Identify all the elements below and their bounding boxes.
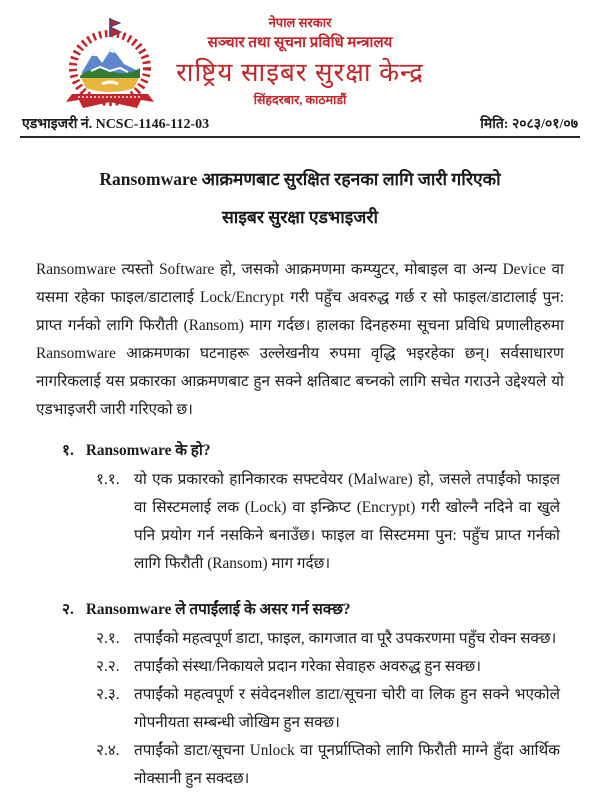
list-item <box>36 737 564 793</box>
section-heading-text: Ransomware ले तपाईंलाई के असर गर्न सक्छ? <box>85 601 351 618</box>
intro-paragraph: Ransomware त्यस्तो Software हो, जसको आक्रमणमा कम्प्युटर, मोबाइल वा अन्य Device वा यसमा रहेका फाइल/डाटालाई Lock/Encrypt गरी पहुँच अवरुद्ध गर्छ र सो फाइल/डाटालाई पुन: प्राप्त गर्नको लागि फिरौती (Ransom) माग गर्दछ। हालका दिनहरुमा सूचना प्रविधि प्रणालीहरुमा Ransomware आक्रमणका घटनाहरू उल्लेखनीय रुपमा वृद्धि भइरहेका छन्। सर्वसाधारण नागरिकलाई यस प्रकारका आक्रमणबाट हुन सक्ने क्षतिबाट बच्नको लागि सचेत गराउने उद्देश्यले यो एडभाइजरी जारी गरिएको छ। <box>36 261 564 418</box>
section-1 <box>36 437 564 578</box>
item-text: तपाईंको महत्वपूर्ण डाटा, फाइल, कागजात वा पूरै उपकरणमा पहुँच रोक्न सक्छ। <box>134 630 557 647</box>
section-number: १. <box>62 442 74 459</box>
item-number: २.३. <box>96 686 120 703</box>
item-text: तपाईंको संस्था/निकायले प्रदान गरेका सेवाहरु अवरुद्ध हुन सक्छ। <box>134 658 482 675</box>
item-number: २.२. <box>96 658 120 675</box>
list-item <box>36 681 564 737</box>
list-item <box>36 625 564 653</box>
header-divider <box>20 136 580 138</box>
document-title <box>0 160 600 236</box>
section-heading-text: Ransomware के हो? <box>85 442 211 459</box>
header-government: नेपाल सरकार <box>268 15 332 30</box>
header-address: सिंहदरबार, काठमाडौं <box>253 93 347 107</box>
list-item <box>36 653 564 681</box>
item-number: २.४. <box>96 742 120 759</box>
meta-row <box>0 114 600 133</box>
item-text: यो एक प्रकारको हानिकारक सफ्टवेयर (Malware) हो, जसले तपाईंको फाइल वा सिस्टमलाई लक (Lock) वा इन्क्रिप्ट (Encrypt) गरी खोल्नै नदिने वा खुले पनि प्रयोग गर्न नसकिने बनाउँछ। फाइल वा सिस्टममा पुन: पहुँच प्राप्त गर्नको लागि फिरौती (Ransom) माग गर्दछ। <box>134 471 560 572</box>
item-number: २.१. <box>96 630 120 647</box>
section-2-heading <box>36 596 564 624</box>
item-text: तपाईंको महत्वपूर्ण र संवेदनशील डाटा/सूचना चोरी वा लिक हुन सक्ने भएकोले गोपनीयता सम्बन्धी जोखिम हुन सक्छ। <box>134 686 560 731</box>
advisory-date: मिति: २०८३/०१/०७ <box>480 117 578 132</box>
section-1-heading <box>36 437 564 465</box>
item-number: १.१. <box>96 471 120 488</box>
nepal-emblem-icon <box>64 16 156 114</box>
section-number: २. <box>62 601 74 618</box>
document-title-line1: Ransomware आक्रमणबाट सुरक्षित रहनका लागि जारी गरिएको <box>99 169 501 189</box>
advisory-number: एडभाइजरी नं. NCSC-1146-112-03 <box>22 117 210 132</box>
document-body <box>0 256 600 793</box>
list-item <box>36 466 564 578</box>
document-title-line2: साइबर सुरक्षा एडभाइजरी <box>221 207 379 227</box>
section-2 <box>36 596 564 793</box>
header-ministry: सञ्चार तथा सूचना प्रविधि मन्त्रालय <box>207 35 393 51</box>
item-text: तपाईंको डाटा/सूचना Unlock वा पूनर्प्राप्तिको लागि फिरौती माग्ने हुँदा आर्थिक नोक्सानी हुन सक्दछ। <box>134 742 560 787</box>
header-center-name: राष्ट्रिय साइबर सुरक्षा केन्द्र <box>176 58 424 87</box>
